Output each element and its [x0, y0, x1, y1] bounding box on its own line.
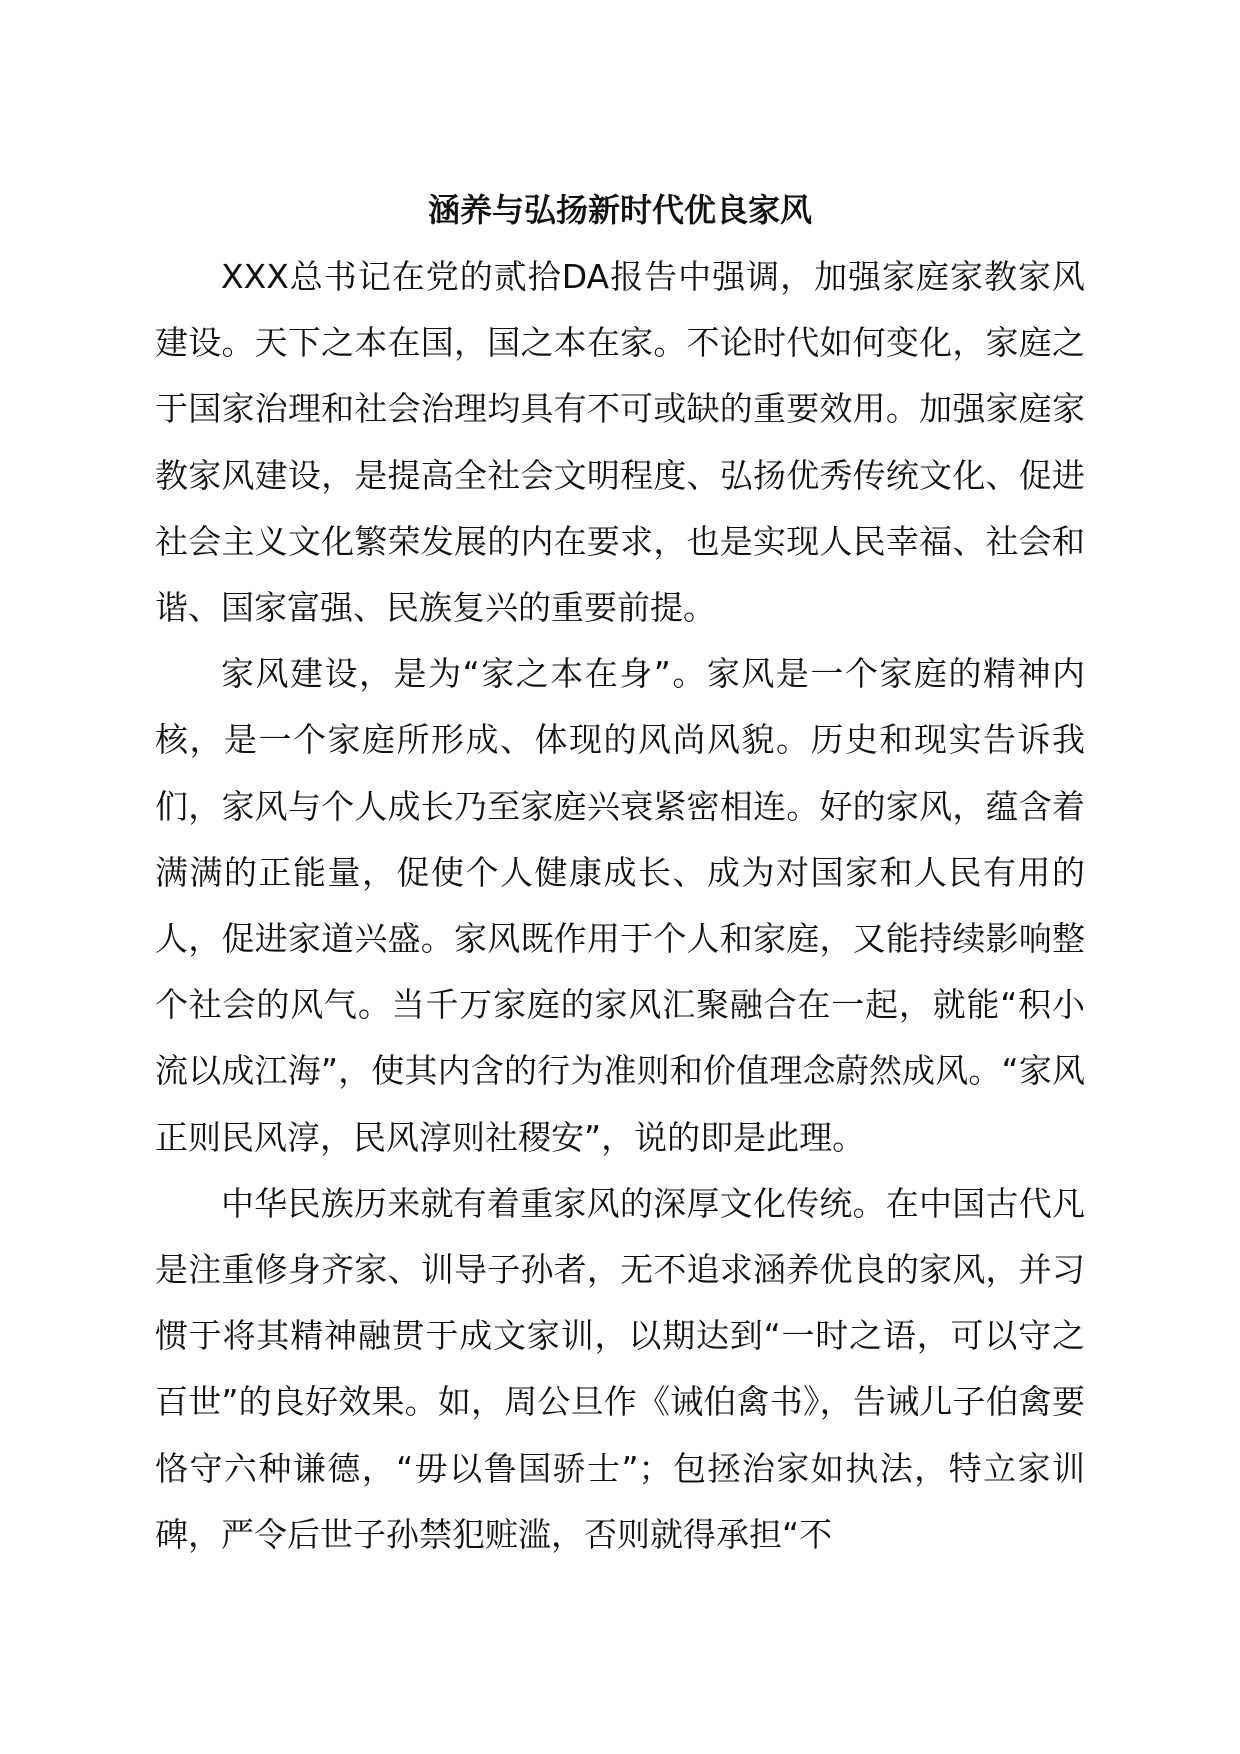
paragraph: 家风建设，是为“家之本在身”。家风是一个家庭的精神内核，是一个家庭所形成、体现的风尚风貌。历史和现实告诉我们，家风与个人成长乃至家庭兴衰紧密相连。好的家风，蕴含着满满的正能量，促使个人健康成长、成为对国家和人民有用的人，促进家道兴盛。家风既作用于个人和家庭，又能持续影响整个社会的风气。当千万家庭的家风汇聚融合在一起，就能“积小流以成江海”，使其内含的行为准则和价值理念蔚然成风。“家风正则民风淳，民风淳则社稷安”，说的即是此理。 — [155, 654, 1085, 1157]
document-body — [155, 244, 1085, 1568]
document-title: 涵养与弘扬新时代优良家风 — [427, 191, 812, 229]
paragraph: XXX总书记在党的贰拾DA报告中强调，加强家庭家教家风建设。天下之本在国，国之本在家。不论时代如何变化，家庭之于国家治理和社会治理均具有不可或缺的重要效用。加强家庭家教家风建设，是提高全社会文明程度、弘扬优秀传统文化、促进社会主义文化繁荣发展的内在要求，也是实现人民幸福、社会和谐、国家富强、民族复兴的重要前提。 — [155, 257, 1085, 628]
paragraph: 中华民族历来就有着重家风的深厚文化传统。在中国古代凡是注重修身齐家、训导子孙者，无不追求涵养优良的家风，并习惯于将其精神融贯于成文家训，以期达到“一时之语，可以守之百世”的良好效果。如，周公旦作《诫伯禽书》，告诫儿子伯禽要恪守六种谦德，“毋以鲁国骄士”；包拯治家如执法，特立家训碑，严令后世子孙禁犯赃滥，否则就得承担“不 — [155, 1183, 1085, 1554]
